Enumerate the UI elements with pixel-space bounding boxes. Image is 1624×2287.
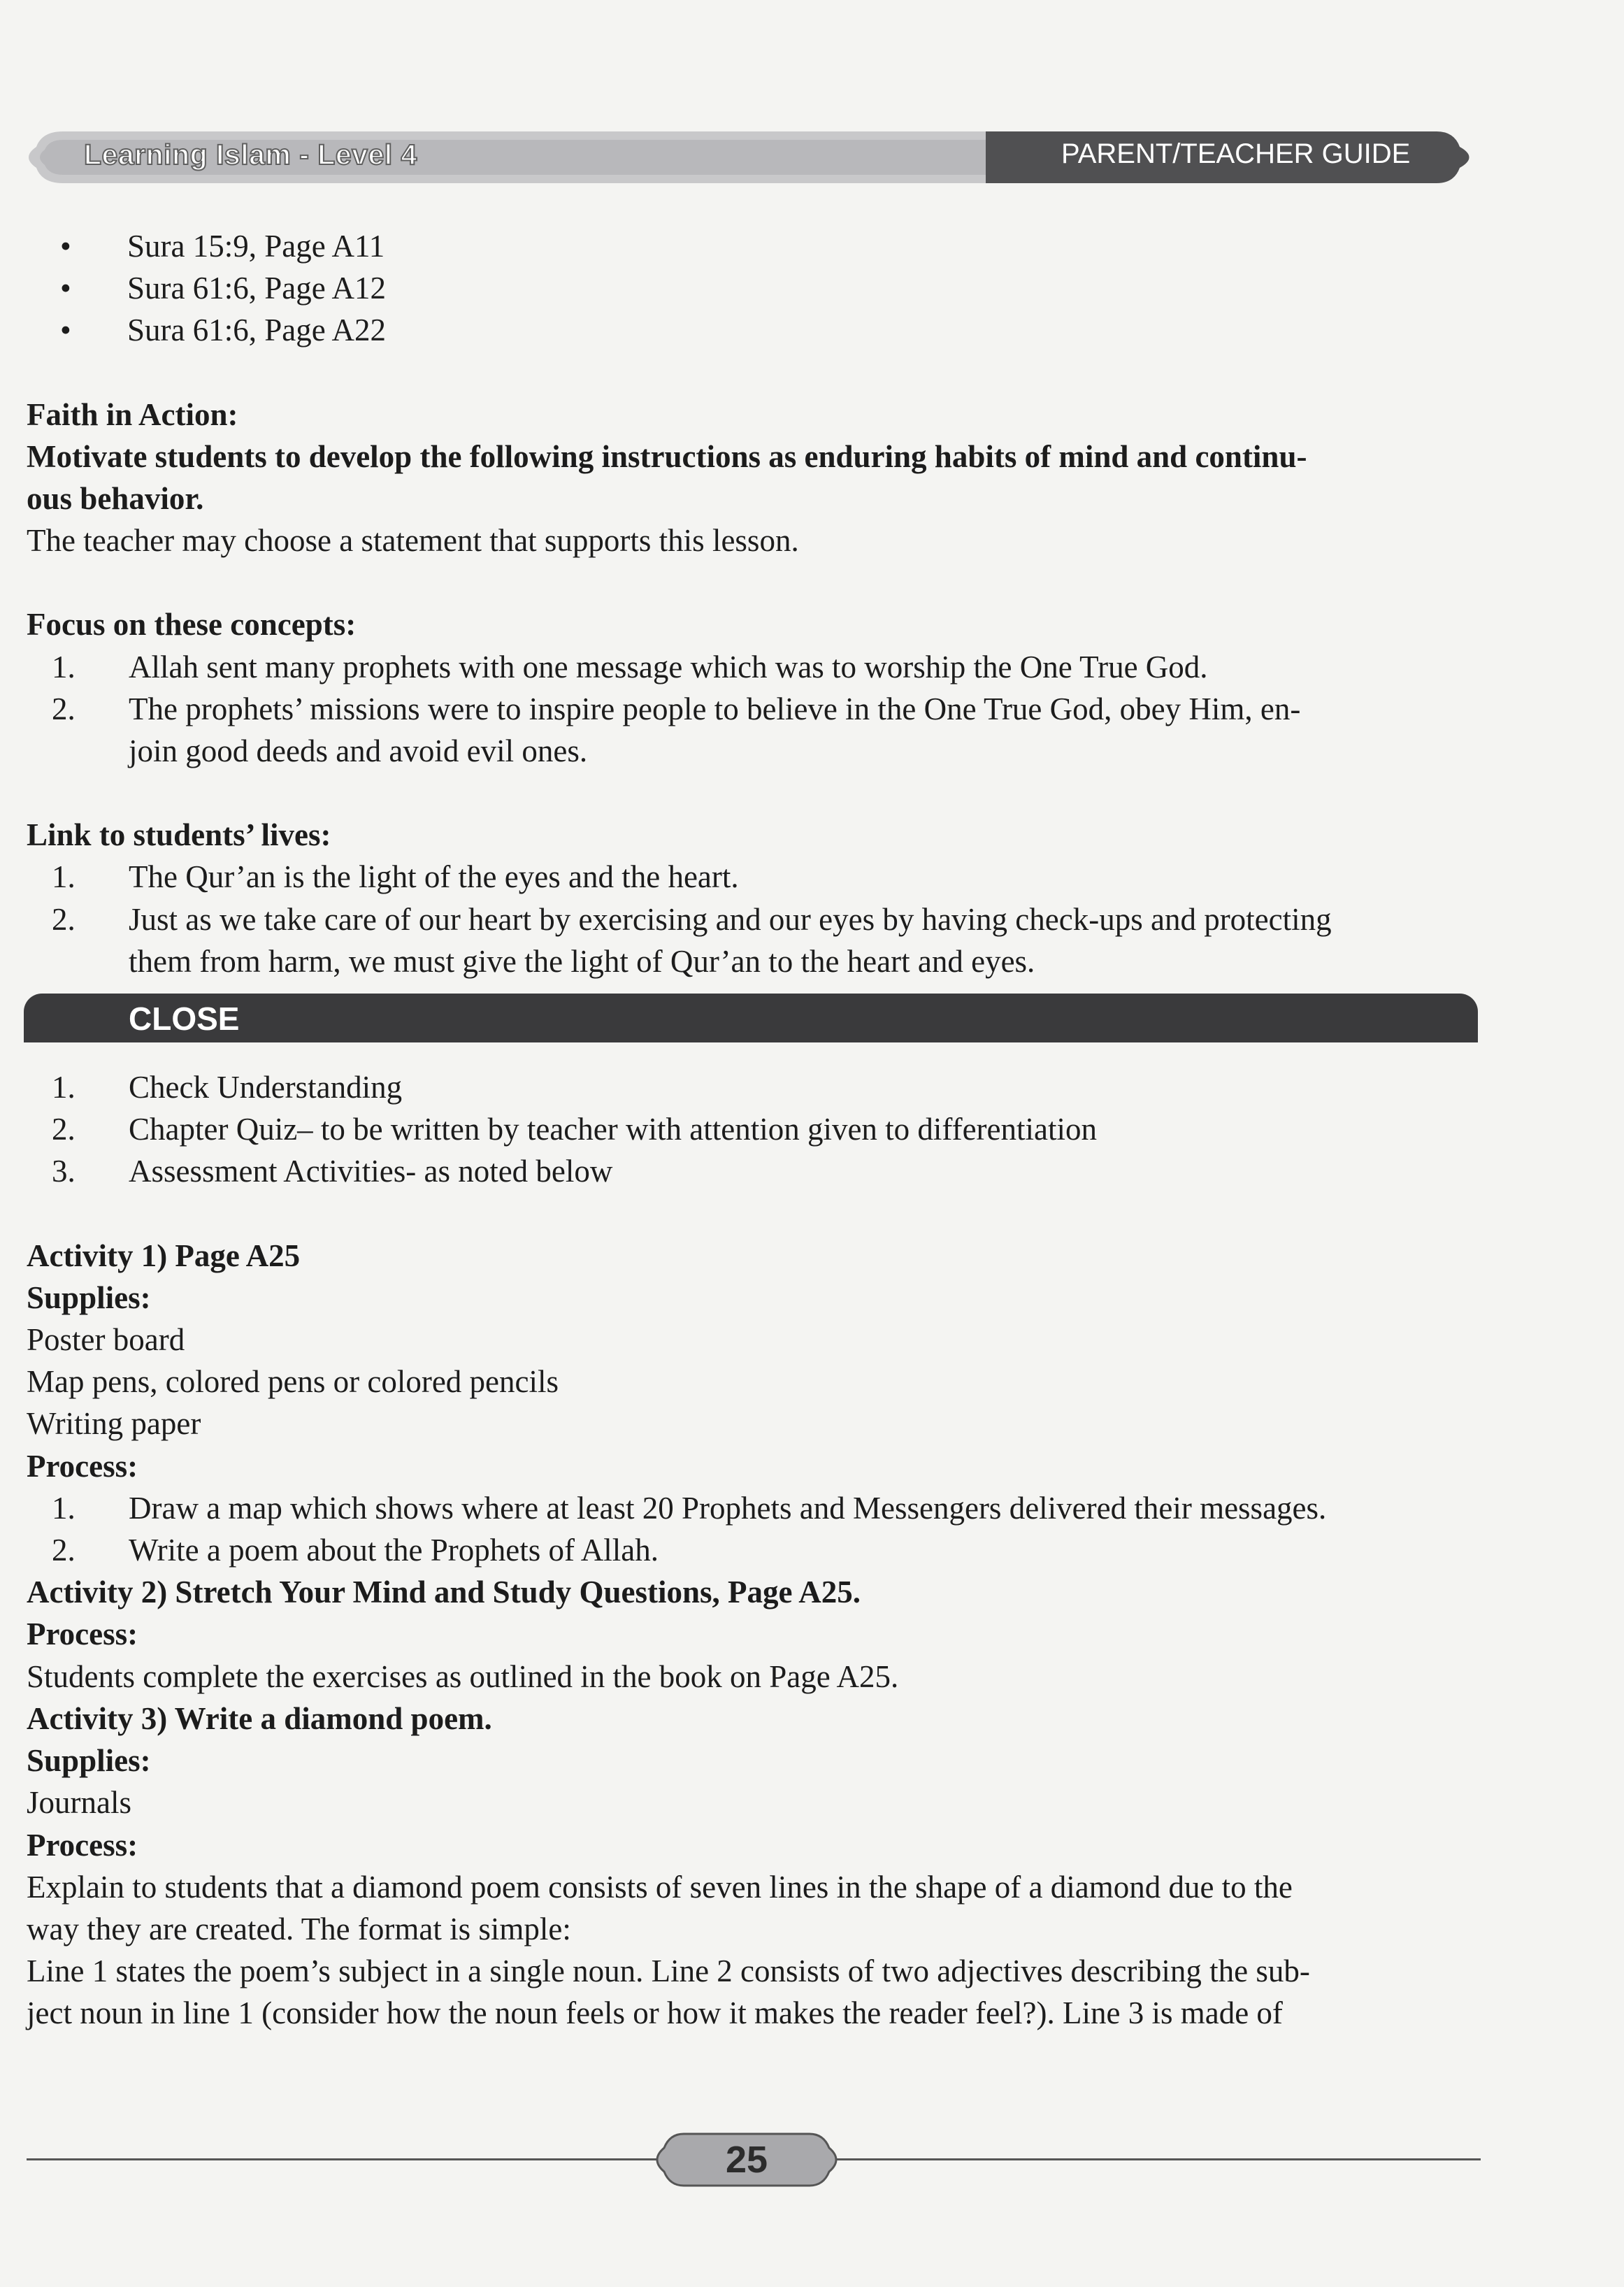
activity3-heading: Activity 3) Write a diamond poem. (27, 1700, 492, 1736)
activity1-heading: Activity 1) Page A25 (27, 1238, 301, 1273)
reference-text: Sura 61:6, Page A12 (127, 271, 386, 306)
activity3-supplies-label: Supplies: (27, 1743, 151, 1779)
close-bar (24, 994, 1478, 1042)
reference-text: Sura 15:9, Page A11 (127, 229, 385, 264)
close-label: CLOSE (129, 1001, 240, 1038)
activity1-process-label: Process: (27, 1448, 138, 1484)
link-heading: Link to students’ lives: (27, 817, 331, 853)
paragraph-line: ject noun in line 1 (consider how the noun feels or how it makes the reader feel?). Line 3 is made of (27, 1995, 1283, 2031)
header-book-title: Learning Islam - Level 4 (84, 138, 417, 171)
focus-item: 2. The prophets’ missions were to inspire people to believe in the One True God, obey Him, en- join good deeds and avoid evil ones. (52, 691, 1301, 769)
faith-in-action-heading: Faith in Action: (27, 396, 238, 432)
supply-item: Map pens, colored pens or colored pencils (27, 1364, 559, 1400)
reference-item: • Sura 15:9, Page A11 (60, 229, 385, 264)
process-step: 2. Write a poem about the Prophets of Allah. (52, 1533, 659, 1568)
faith-instruction-line: ous behavior. (27, 481, 204, 517)
activity3-process-label: Process: (27, 1827, 138, 1863)
activity2-process-label: Process: (27, 1616, 138, 1652)
close-item: 2. Chapter Quiz– to be written by teacher with attention given to differentiation (52, 1112, 1098, 1147)
focus-item: 1. Allah sent many prophets with one message which was to worship the One True God. (52, 649, 1208, 684)
reference-text: Sura 61:6, Page A22 (127, 313, 386, 348)
link-item: 2. Just as we take care of our heart by exercising and our eyes by having check-ups and protecting them from harm, we must give the light of Qur’an to the heart and eyes. (52, 901, 1332, 979)
supply-item: Journals (27, 1785, 131, 1821)
faith-instruction-line: Motivate students to develop the following instructions as enduring habits of mind and continu- (27, 438, 1307, 474)
reference-item: • Sura 61:6, Page A12 (60, 271, 386, 306)
paragraph-line: Explain to students that a diamond poem consists of seven lines in the shape of a diamond due to the (27, 1869, 1293, 1905)
activity2-text: Students complete the exercises as outlined in the book on Page A25. (27, 1658, 899, 1694)
focus-heading: Focus on these concepts: (27, 607, 357, 643)
link-item: 1. The Qur’an is the light of the eyes and the heart. (52, 859, 739, 895)
supply-item: Poster board (27, 1322, 185, 1358)
reference-item: • Sura 61:6, Page A22 (60, 313, 386, 348)
paragraph-line: way they are created. The format is simple: (27, 1911, 571, 1947)
close-section-banner (27, 982, 1481, 1066)
supply-item: Writing paper (27, 1406, 201, 1442)
faith-note: The teacher may choose a statement that supports this lesson. (27, 523, 799, 559)
close-item: 1. Check Understanding (52, 1070, 403, 1105)
activity2-heading: Activity 2) Stretch Your Mind and Study Questions, Page A25. (27, 1575, 861, 1610)
close-item: 3. Assessment Activities- as noted below (52, 1154, 613, 1189)
process-step: 1. Draw a map which shows where at least 20 Prophets and Messengers delivered their messages. (52, 1490, 1327, 1526)
page-content (27, 225, 1481, 2035)
page-number: 25 (725, 2139, 768, 2181)
activity1-supplies-label: Supplies: (27, 1279, 151, 1315)
header-guide-title: PARENT/TEACHER GUIDE (1061, 138, 1411, 169)
paragraph-line: Line 1 states the poem’s subject in a single noun. Line 2 consists of two adjectives describing the sub- (27, 1953, 1310, 1989)
